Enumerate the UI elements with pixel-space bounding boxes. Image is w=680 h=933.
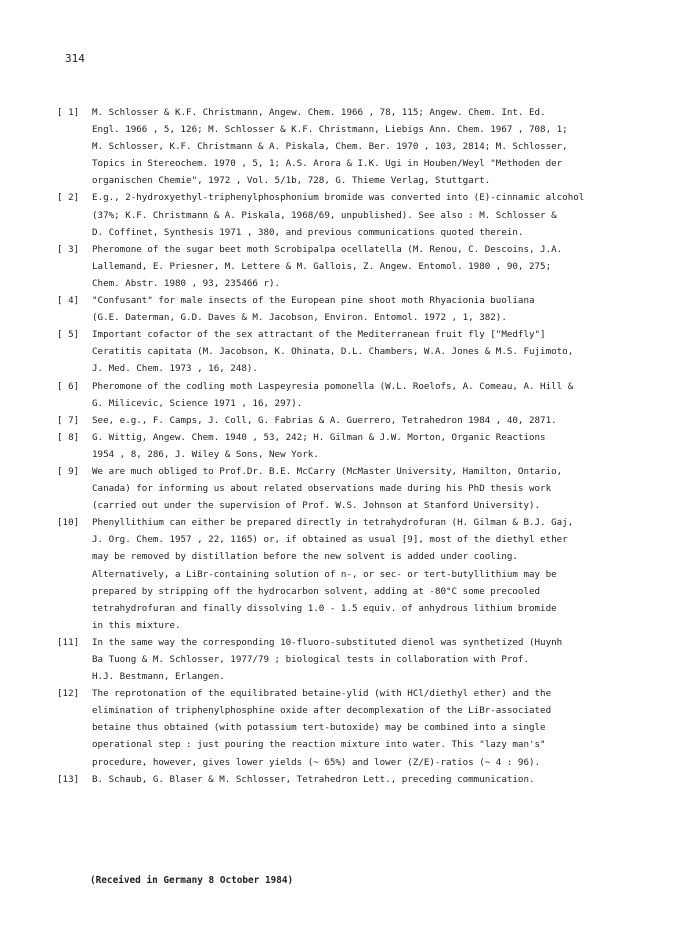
reference-item bbox=[57, 104, 657, 189]
reference-line: procedure, however, gives lower yields (~ 65%) and lower (Z/E)-ratios (~ 4 : 96). bbox=[92, 756, 541, 768]
reference-text bbox=[92, 463, 657, 514]
reference-line: organischen Chemie", 1972 , Vol. 5/1b, 728, G. Thieme Verlag, Stuttgart. bbox=[92, 175, 491, 187]
reference-number: [ 2] bbox=[57, 192, 80, 204]
reference-list bbox=[57, 104, 657, 788]
reference-line: Engl. 1966 , 5, 126; M. Schlosser & K.F. Christmann, Liebigs Ann. Chem. 1967 , 708, 1; bbox=[92, 124, 568, 136]
reference-item bbox=[57, 378, 657, 412]
reference-text bbox=[92, 104, 657, 189]
reference-line: Pheromone of the codling moth Laspeyresia pomonella (W.L. Roelofs, A. Comeau, A. Hill & bbox=[92, 380, 574, 392]
reference-line: Important cofactor of the sex attractant of the Mediterranean fruit fly ["Medfly"] bbox=[92, 329, 546, 341]
reference-text bbox=[92, 292, 657, 326]
reference-item bbox=[57, 771, 657, 788]
reference-line: See, e.g., F. Camps, J. Coll, G. Fabrias & A. Guerrero, Tetrahedron 1984 , 40, 2871. bbox=[92, 414, 557, 426]
reference-line: D. Coffinet, Synthesis 1971 , 380, and previous communications quoted therein. bbox=[92, 226, 524, 238]
reference-item bbox=[57, 463, 657, 514]
reference-line: Topics in Stereochem. 1970 , 5, 1; A.S. Arora & I.K. Ugi in Houben/Weyl "Methoden der bbox=[92, 158, 563, 170]
reference-number: [11] bbox=[57, 636, 80, 648]
reference-line: tetrahydrofuran and finally dissolving 1.0 - 1.5 equiv. of anhydrous lithium bromide bbox=[92, 602, 557, 614]
reference-line: Phenyllithium can either be prepared directly in tetrahydrofuran (H. Gilman & B.J. Gaj, bbox=[92, 517, 574, 529]
reference-line: operational step : just pouring the reaction mixture into water. This "lazy man's" bbox=[92, 739, 546, 751]
reference-number: [10] bbox=[57, 517, 80, 529]
reference-text bbox=[92, 241, 657, 292]
reference-item bbox=[57, 634, 657, 685]
reference-number: [ 1] bbox=[57, 107, 80, 118]
reference-line: The reprotonation of the equilibrated betaine-ylid (with HCl/diethyl ether) and the bbox=[92, 688, 552, 700]
reference-line: (carried out under the supervision of Prof. W.S. Johnson at Stanford University). bbox=[92, 500, 541, 512]
reference-number: [ 4] bbox=[57, 295, 80, 307]
reference-number: [ 3] bbox=[57, 243, 80, 255]
reference-line: J. Org. Chem. 1957 , 22, 1165) or, if obtained as usual [9], most of the diethyl ether bbox=[92, 534, 568, 546]
reference-line: betaine thus obtained (with potassium tert-butoxide) may be combined into a single bbox=[92, 722, 546, 734]
reference-line: G. Wittig, Angew. Chem. 1940 , 53, 242; H. Gilman & J.W. Morton, Organic Reactions bbox=[92, 431, 546, 443]
reference-line: Ceratitis capitata (M. Jacobson, K. Ohinata, D.L. Chambers, W.A. Jones & M.S. Fujimoto, bbox=[92, 346, 574, 358]
reference-line: B. Schaub, G. Blaser & M. Schlosser, Tetrahedron Lett., preceding communication. bbox=[92, 773, 535, 785]
reference-number: [13] bbox=[57, 773, 80, 785]
reference-text bbox=[92, 685, 657, 770]
reference-number: [ 8] bbox=[57, 431, 80, 443]
reference-item bbox=[57, 292, 657, 326]
reference-text bbox=[92, 514, 657, 634]
reference-line: prepared by stripping off the hydrocarbon solvent, adding at -80°C some precooled bbox=[92, 585, 541, 597]
reference-line: In the same way the corresponding 10-fluoro-substituted dienol was synthetized (Huynh bbox=[92, 636, 563, 648]
reference-item bbox=[57, 326, 657, 377]
reference-item bbox=[57, 685, 657, 770]
reference-line: Chem. Abstr. 1980 , 93, 235466 r). bbox=[92, 277, 281, 289]
reference-line: may be removed by distillation before the new solvent is added under cooling. bbox=[92, 551, 518, 563]
reference-number: [ 6] bbox=[57, 380, 80, 392]
reference-item bbox=[57, 189, 657, 240]
reference-line: M. Schlosser, K.F. Christmann & A. Piskala, Chem. Ber. 1970 , 103, 2814; M. Schlosser, bbox=[92, 141, 568, 153]
reference-line: M. Schlosser & K.F. Christmann, Angew. Chem. 1966 , 78, 115; Angew. Chem. Int. Ed. bbox=[92, 107, 546, 118]
reference-line: Canada) for informing us about related observations made during his PhD thesis work bbox=[92, 483, 552, 495]
reference-item bbox=[57, 514, 657, 634]
reference-text bbox=[92, 771, 657, 788]
reference-text bbox=[92, 326, 657, 377]
reference-line: Ba Tuong & M. Schlosser, 1977/79 ; biological tests in collaboration with Prof. bbox=[92, 654, 529, 665]
reference-line: Pheromone of the sugar beet moth Scrobipalpa ocellatella (M. Renou, C. Descoins, J.A. bbox=[92, 243, 563, 255]
received-date-note: (Received in Germany 8 October 1984) bbox=[90, 875, 294, 886]
reference-line: We are much obliged to Prof.Dr. B.E. McCarry (McMaster University, Hamilton, Ontario, bbox=[92, 465, 563, 477]
reference-number: [ 7] bbox=[57, 414, 80, 426]
reference-text bbox=[92, 378, 657, 412]
reference-line: elimination of triphenylphosphine oxide after decomplexation of the LiBr-associated bbox=[92, 705, 552, 717]
reference-line: J. Med. Chem. 1973 , 16, 248). bbox=[92, 363, 258, 375]
reference-line: (G.E. Daterman, G.D. Daves & M. Jacobson, Environ. Entomol. 1972 , 1, 382). bbox=[92, 312, 507, 324]
reference-line: H.J. Bestmann, Erlangen. bbox=[92, 671, 225, 683]
reference-line: G. Milicevic, Science 1971 , 16, 297). bbox=[92, 397, 303, 409]
reference-number: [ 5] bbox=[57, 329, 80, 341]
reference-item bbox=[57, 412, 657, 429]
page-number: 314 bbox=[65, 52, 85, 65]
reference-item bbox=[57, 241, 657, 292]
reference-line: E.g., 2-hydroxyethyl-triphenylphosphonium bromide was converted into (E)-cinnamic alcohol bbox=[92, 192, 585, 204]
reference-text bbox=[92, 429, 657, 463]
reference-line: 1954 , 8, 286, J. Wiley & Sons, New York. bbox=[92, 448, 319, 460]
reference-line: Alternatively, a LiBr-containing solution of n-, or sec- or tert-butyllithium may be bbox=[92, 568, 557, 580]
reference-line: "Confusant" for male insects of the European pine shoot moth Rhyacionia buoliana bbox=[92, 295, 535, 307]
reference-item bbox=[57, 429, 657, 463]
reference-line: in this mixture. bbox=[92, 619, 181, 631]
reference-text bbox=[92, 634, 657, 685]
reference-text bbox=[92, 189, 657, 240]
reference-number: [ 9] bbox=[57, 465, 80, 477]
reference-line: Lallemand, E. Priesner, M. Lettere & M. Gallois, Z. Angew. Entomol. 1980 , 90, 275; bbox=[92, 260, 552, 272]
reference-text bbox=[92, 412, 657, 429]
reference-line: (37%; K.F. Christmann & A. Piskala, 1968/69, unpublished). See also : M. Schlosser & bbox=[92, 209, 557, 221]
reference-number: [12] bbox=[57, 688, 80, 700]
